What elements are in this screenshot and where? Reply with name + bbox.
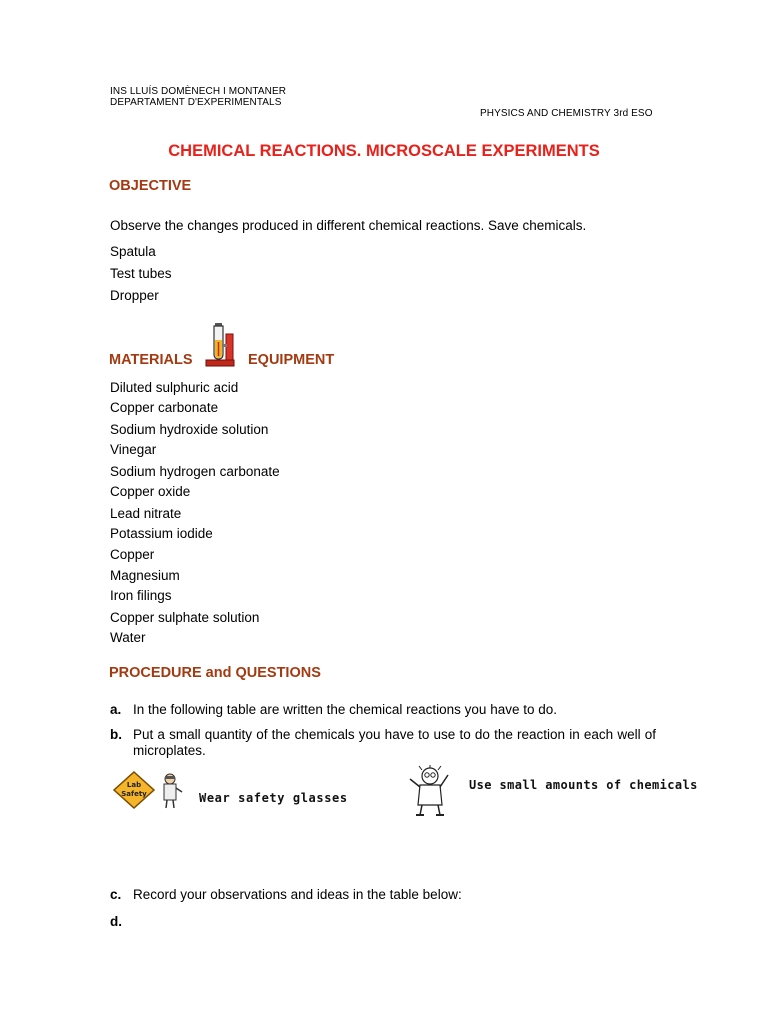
safety-glasses-text: Wear safety glasses <box>199 791 348 805</box>
page-title: CHEMICAL REACTIONS. MICROSCALE EXPERIMENTS <box>168 142 600 160</box>
materials-heading: MATERIALS <box>109 352 193 368</box>
material-item: Sodium hydrogen carbonate <box>110 464 280 479</box>
material-item: Copper carbonate <box>110 400 219 415</box>
objective-heading: OBJECTIVE <box>109 178 192 194</box>
material-item: Lead nitrate <box>110 506 182 521</box>
tool-item: Spatula <box>110 244 156 259</box>
badge-line-1: Lab <box>126 781 142 789</box>
step-label: b. <box>110 727 122 742</box>
lab-equipment-icon <box>203 320 237 368</box>
procedure-heading: PROCEDURE and QUESTIONS <box>109 665 321 681</box>
equipment-heading: EQUIPMENT <box>248 352 335 368</box>
material-item: Magnesium <box>110 568 180 583</box>
step-text: Put a small quantity of the chemicals you have to use to do the reaction in each well of microplates. <box>133 727 656 758</box>
badge-line-2: Safety <box>121 790 147 798</box>
material-item: Water <box>110 630 146 645</box>
material-item: Diluted sulphuric acid <box>110 380 239 395</box>
material-item: Potassium iodide <box>110 526 213 541</box>
department-name: DEPARTAMENT D'EXPERIMENTALS <box>110 97 282 108</box>
tool-item: Test tubes <box>110 266 172 281</box>
step-label: c. <box>110 887 122 902</box>
school-name: INS LLUÍS DOMÈNECH I MONTANER <box>110 86 287 97</box>
step-text: Record your observations and ideas in the table below: <box>133 887 462 902</box>
small-amounts-text: Use small amounts of chemicals <box>469 778 698 792</box>
material-item: Vinegar <box>110 442 157 457</box>
step-label: d. <box>110 914 122 929</box>
subject-label: PHYSICS AND CHEMISTRY 3rd ESO <box>480 108 653 119</box>
step-text: In the following table are written the chemical reactions you have to do. <box>133 702 557 717</box>
material-item: Copper <box>110 547 155 562</box>
scientist-icon <box>402 765 452 817</box>
material-item: Copper oxide <box>110 484 191 499</box>
material-item: Copper sulphate solution <box>110 610 260 625</box>
material-item: Iron filings <box>110 588 172 603</box>
lab-safety-badge-icon <box>112 770 192 810</box>
objective-text: Observe the changes produced in different chemical reactions. Save chemicals. <box>110 218 587 233</box>
tool-item: Dropper <box>110 288 159 303</box>
material-item: Sodium hydroxide solution <box>110 422 269 437</box>
step-label: a. <box>110 702 122 717</box>
